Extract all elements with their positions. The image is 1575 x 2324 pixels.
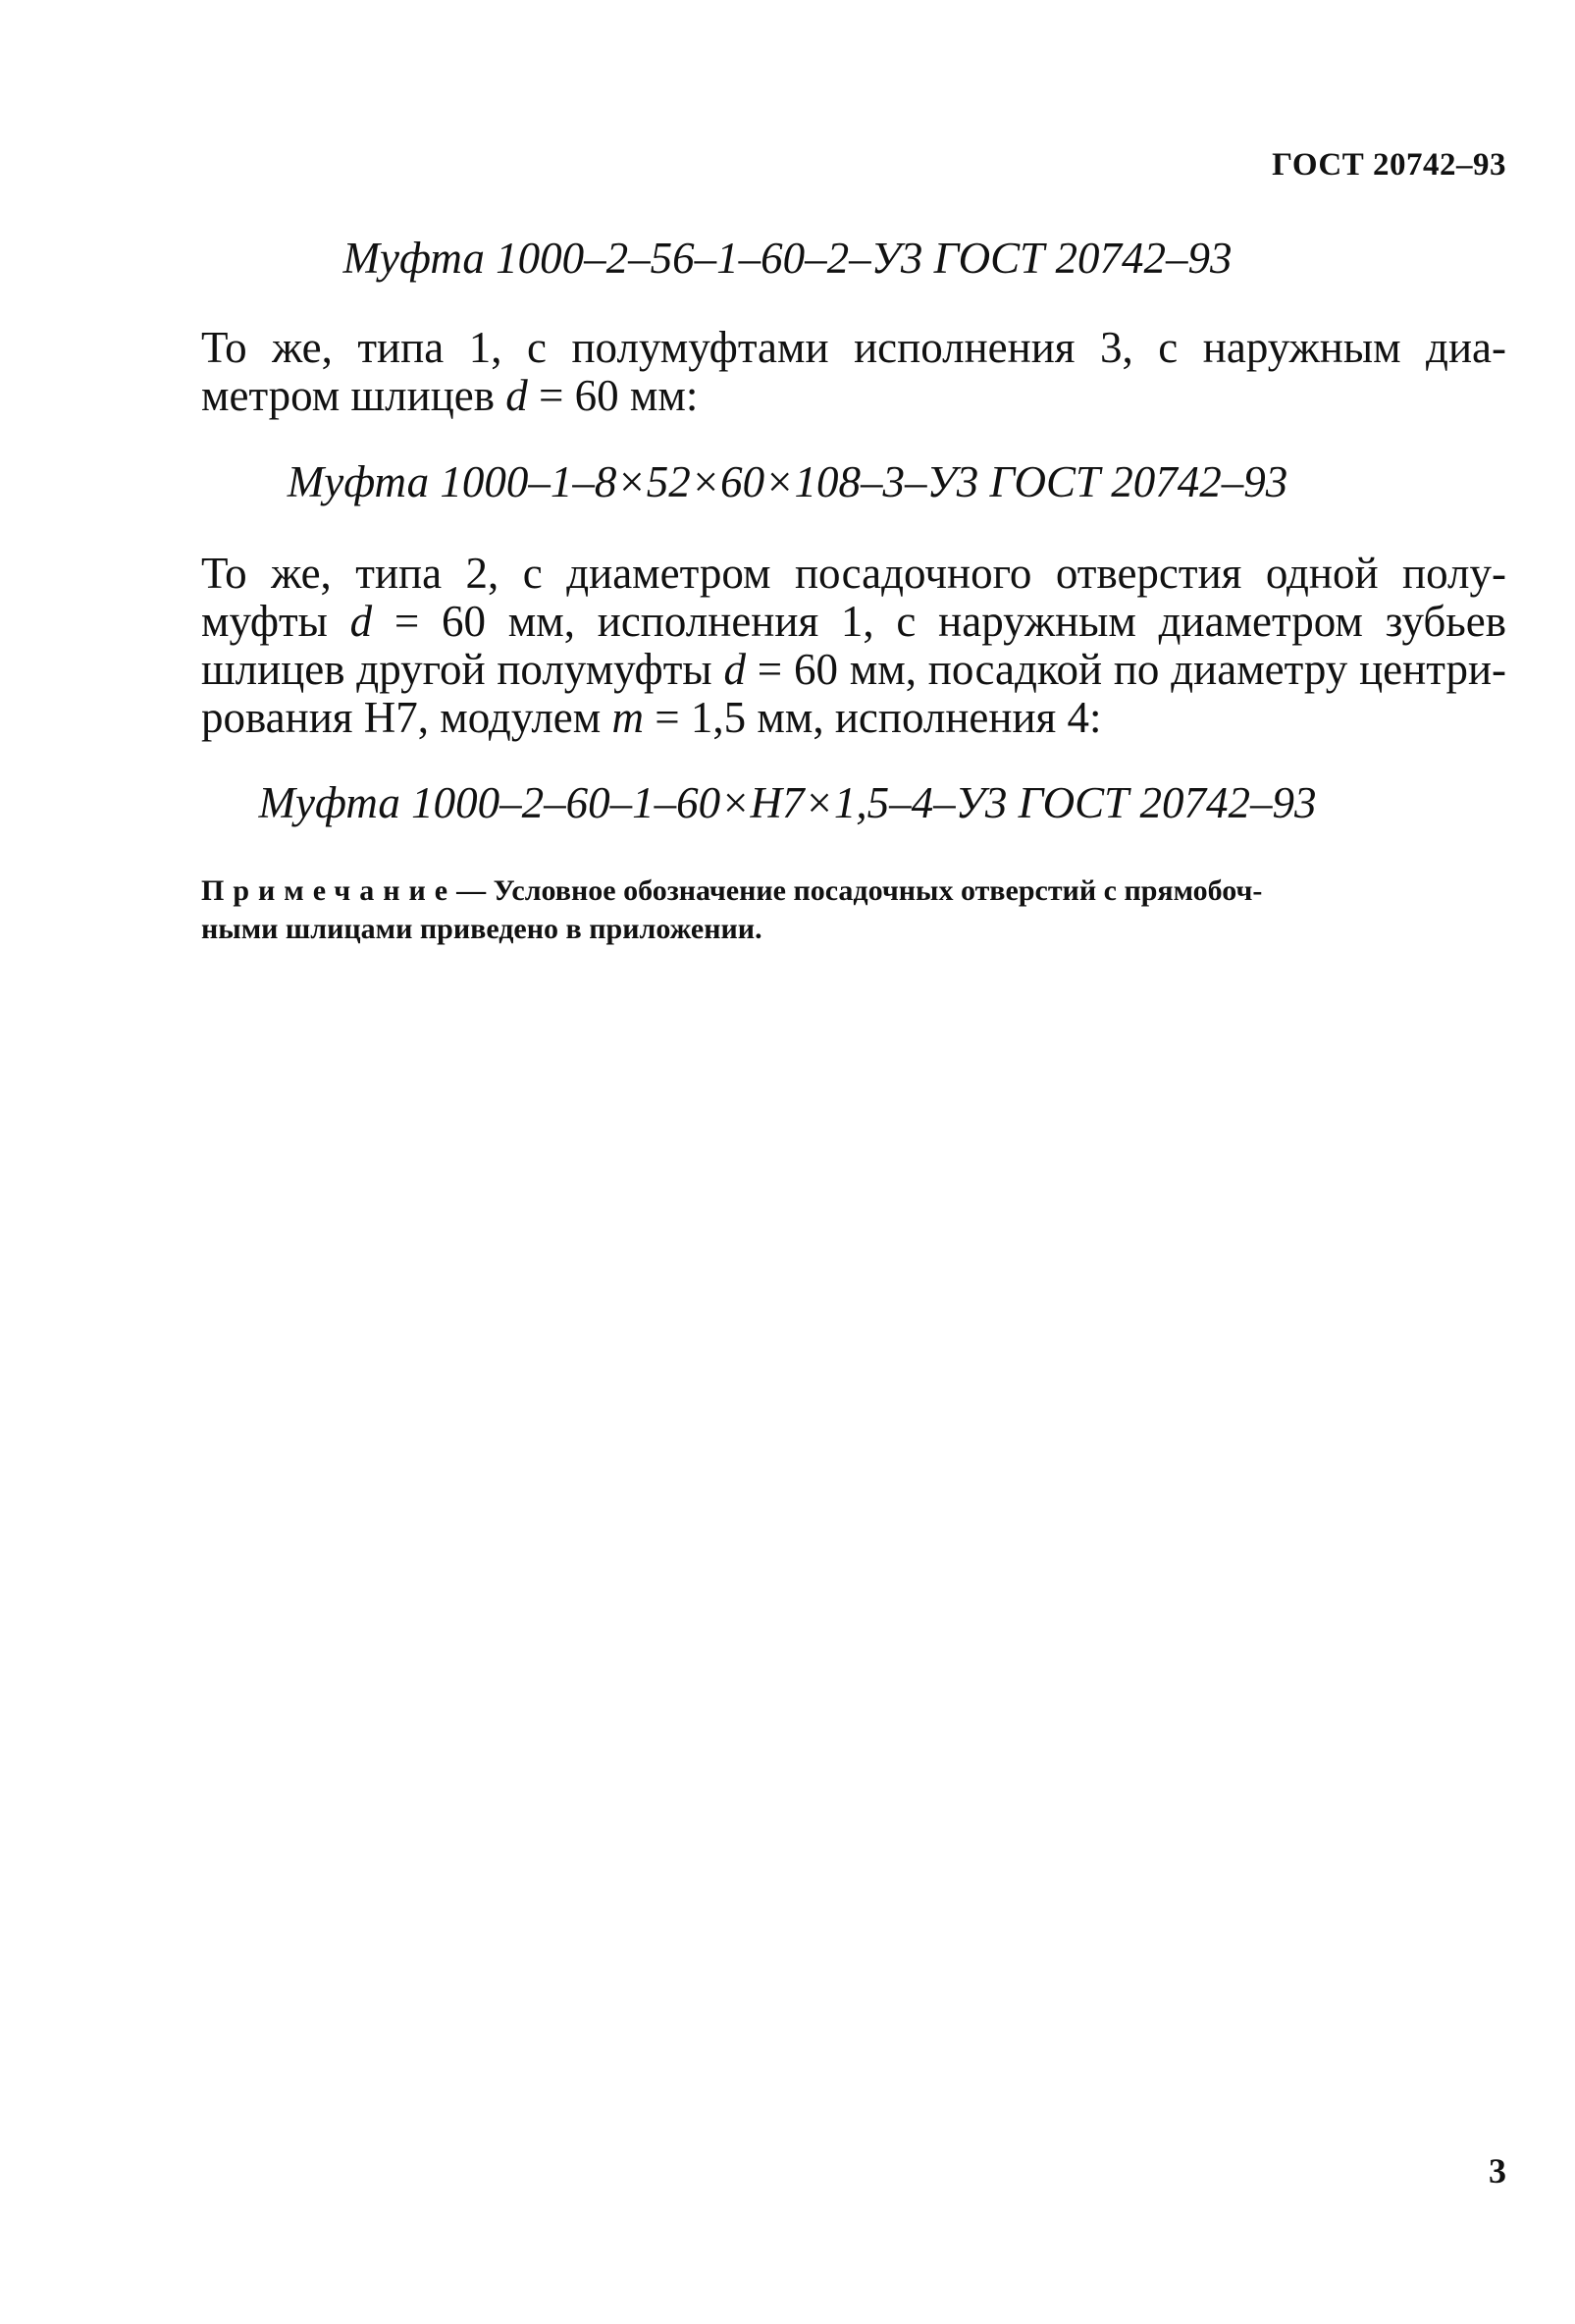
variable-d: d (349, 597, 373, 646)
paragraph-type2 (201, 550, 1506, 742)
designation-example-1: Муфта 1000–2–56–1–60–2–У3 ГОСТ 20742–93 (342, 234, 1233, 283)
paragraph-line: метром шлицев d = 60 мм: (201, 371, 699, 420)
paragraph-line: рования Н7, модулем m = 1,5 мм, исполнения 4: (201, 693, 1102, 742)
paragraph-type1 (201, 324, 1506, 420)
page-number: 3 (1489, 2151, 1506, 2191)
variable-m: m (611, 693, 644, 742)
note-line: ными шлицами приведено в приложении. (201, 913, 762, 945)
document-code-header: ГОСТ 20742–93 (1272, 147, 1506, 183)
variable-d: d (505, 371, 528, 420)
paragraph-line: муфты d = 60 мм, исполнения 1, с наружным диаметром зубьев (201, 597, 1506, 646)
designation-example-3: Муфта 1000–2–60–1–60×Н7×1,5–4–У3 ГОСТ 20742–93 (258, 778, 1317, 827)
designation-example-2: Муфта 1000–1–8×52×60×108–3–У3 ГОСТ 20742–93 (287, 457, 1288, 506)
paragraph-line: шлицев другой полумуфты d = 60 мм, посадкой по диаметру центри- (201, 645, 1507, 694)
paragraph-line: То же, типа 1, с полумуфтами исполнения 3, с наружным диа- (201, 323, 1506, 372)
paragraph-line: То же, типа 2, с диаметром посадочного отверстия одной полу- (201, 549, 1506, 598)
note-line: Примечание— Условное обозначение посадочных отверстий с прямобоч- (201, 874, 1263, 907)
note-block (201, 872, 1506, 948)
note-label: Примечание (201, 874, 457, 907)
variable-d: d (723, 645, 746, 694)
